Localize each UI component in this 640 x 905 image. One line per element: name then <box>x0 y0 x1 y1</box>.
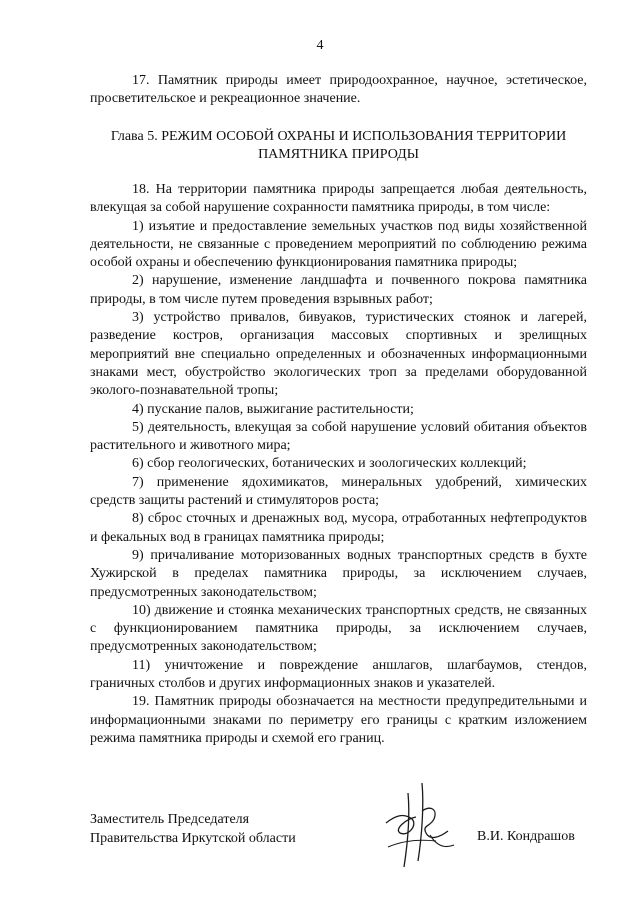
chapter-heading-line-1: Глава 5. РЕЖИМ ОСОБОЙ ОХРАНЫ И ИСПОЛЬЗОВАНИЯ ТЕРРИТОРИИ <box>110 129 567 144</box>
list-item: 4) пускание палов, выжигание растительности; <box>132 401 414 417</box>
list-item: 10) движение и стоянка механических транспортных средств, не связанных с функционированием памятника природы, за исключением случаев, предусмотренных законодательством; <box>90 602 587 655</box>
signatory-title <box>90 810 296 848</box>
page-number: 4 <box>316 38 324 53</box>
list-item: 11) уничтожение и повреждение аншлагов, шлагбаумов, стендов, граничных столбов и других информационных знаков и указателей. <box>90 657 587 692</box>
clause-19-text: 19. Памятник природы обозначается на местности предупредительными и информационными знаками по периметру его границы с кратким изложением режима памятника природы и схемой его границ. <box>90 694 587 746</box>
list-item: 5) деятельность, влекущая за собой нарушение условий обитания объектов растительного и животного мира; <box>90 419 587 454</box>
clause-18-text: 18. На территории памятника природы запрещается любая деятельность, влекущая за собой нарушение сохранности памятника природы, в том числе: <box>90 182 587 216</box>
list-item: 7) применение ядохимикатов, минеральных удобрений, химических средств защиты растений и стимуляторов роста; <box>90 474 587 509</box>
handwritten-signature <box>378 775 460 870</box>
list-item: 9) причаливание моторизованных водных транспортных средств в бухте Хужирской в пределах памятника природы, за исключением случаев, предусмотренных законодательством; <box>90 547 587 600</box>
chapter-heading-line-2: ПАМЯТНИКА ПРИРОДЫ <box>258 147 419 162</box>
list-item: 6) сбор геологических, ботанических и зоологических коллекций; <box>132 456 527 472</box>
list-item: 1) изъятие и предоставление земельных участков под виды хозяйственной деятельности, не связанные с проведением мероприятий по соблюдению режима особой охраны и обеспечению функционирования памятника природы; <box>90 218 587 271</box>
list-item: 3) устройство привалов, бивуаков, туристических стоянок и лагерей, разведение костров, организация массовых спортивных и зрелищных мероприятий вне специально определенных и обозначенных информационными знаками мест, обустройство экологических троп за пределами оборудованной эколого-познавательной тропы; <box>90 310 587 399</box>
list-item: 2) нарушение, изменение ландшафта и почвенного покрова памятника природы, в том числе путем проведения взрывных работ; <box>90 273 587 307</box>
chapter-heading <box>90 128 587 164</box>
clause-17 <box>90 72 587 109</box>
clause-18-section <box>90 181 587 748</box>
signatory-title-line-1: Заместитель Председателя <box>90 812 250 827</box>
clause-17-text: 17. Памятник природы имеет природоохранное, научное, эстетическое, просветительское и рекреационное значение. <box>90 73 587 107</box>
signatory-name: В.И. Кондрашов <box>477 829 575 844</box>
signatory-title-line-2: Правительства Иркутской области <box>90 831 296 846</box>
list-item: 8) сброс сточных и дренажных вод, мусора, отработанных нефтепродуктов и фекальных вод в границах памятника природы; <box>90 511 587 545</box>
